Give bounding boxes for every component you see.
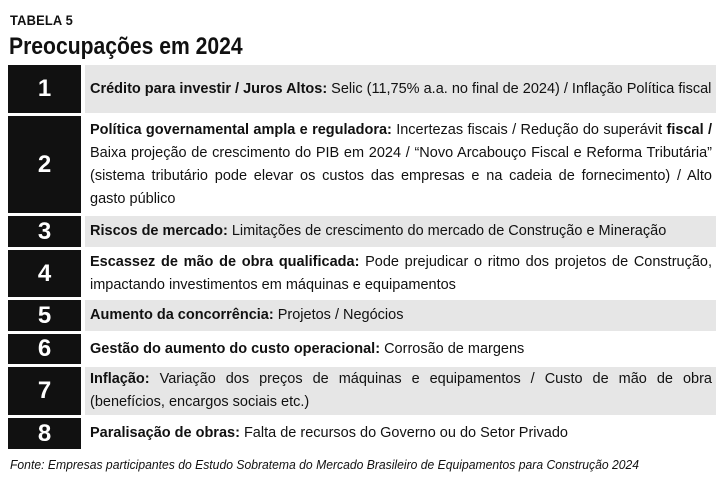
table-row <box>8 418 716 449</box>
table-row <box>8 116 716 213</box>
row-description <box>85 250 716 297</box>
row-description <box>85 216 716 247</box>
row-text: Selic (11,75% a.a. no final de 2024) / Inflação Política fiscal <box>327 80 712 97</box>
row-text: Incertezas fiscais / Redução do superávit <box>391 121 667 138</box>
table-label: TABELA 5 <box>10 12 74 28</box>
row-number: 5 <box>8 300 81 331</box>
table-row <box>8 250 716 297</box>
row-description <box>85 65 716 113</box>
row-label: Paralisação de obras: <box>90 425 240 441</box>
table-row <box>8 216 716 247</box>
row-number: 4 <box>8 250 81 297</box>
row-description <box>85 300 716 331</box>
concerns-table <box>8 65 716 452</box>
row-label: Gestão do aumento do custo operacional: <box>90 340 381 357</box>
row-number: 8 <box>8 418 81 449</box>
row-label-secondary: fiscal / <box>666 121 712 138</box>
row-label: Aumento da concorrência: <box>90 307 274 323</box>
table-row <box>8 367 716 415</box>
row-description <box>85 334 716 364</box>
table-row <box>8 65 716 113</box>
row-description <box>85 116 716 213</box>
row-number: 7 <box>8 367 81 415</box>
row-text: Variação dos preços de máquinas e equipamentos / Custo de mão de obra (benefícios, encargos sociais etc.) <box>90 371 712 410</box>
row-description <box>85 418 716 449</box>
row-text: Corrosão de margens <box>380 340 525 357</box>
row-label: Crédito para investir / Juros Altos: <box>90 80 328 97</box>
row-label: Escassez de mão de obra qualificada: <box>90 253 360 270</box>
table-row <box>8 300 716 331</box>
source-note: Fonte: Empresas participantes do Estudo Sobratema do Mercado Brasileiro de Equipamentos para Construção 2024 <box>10 457 640 472</box>
row-text-secondary: Baixa projeção de crescimento do PIB em 2024 / “Novo Arcabouço Fiscal e Reforma Tributária” (sistema tributário pode elevar os custos das empresas e na cadeia de fornecimento) / Alto gasto público <box>90 144 712 207</box>
row-label: Política governamental ampla e reguladora: <box>90 121 392 138</box>
row-text: Falta de recursos do Governo ou do Setor Privado <box>239 425 568 441</box>
row-text: Limitações de crescimento do mercado de Construção e Mineração <box>227 223 667 239</box>
row-text: Projetos / Negócios <box>273 307 404 323</box>
row-number: 1 <box>8 65 81 113</box>
row-text: Pode prejudicar o ritmo dos projetos de Construção, impactando investimentos em máquinas e equipamentos <box>90 253 712 293</box>
table-title: Preocupações em 2024 <box>9 33 243 60</box>
row-number: 6 <box>8 334 81 364</box>
row-label: Riscos de mercado: <box>90 223 228 239</box>
row-number: 3 <box>8 216 81 247</box>
row-label: Inflação: <box>90 371 150 387</box>
row-description <box>85 367 716 415</box>
table-row <box>8 334 716 364</box>
row-number: 2 <box>8 116 81 213</box>
